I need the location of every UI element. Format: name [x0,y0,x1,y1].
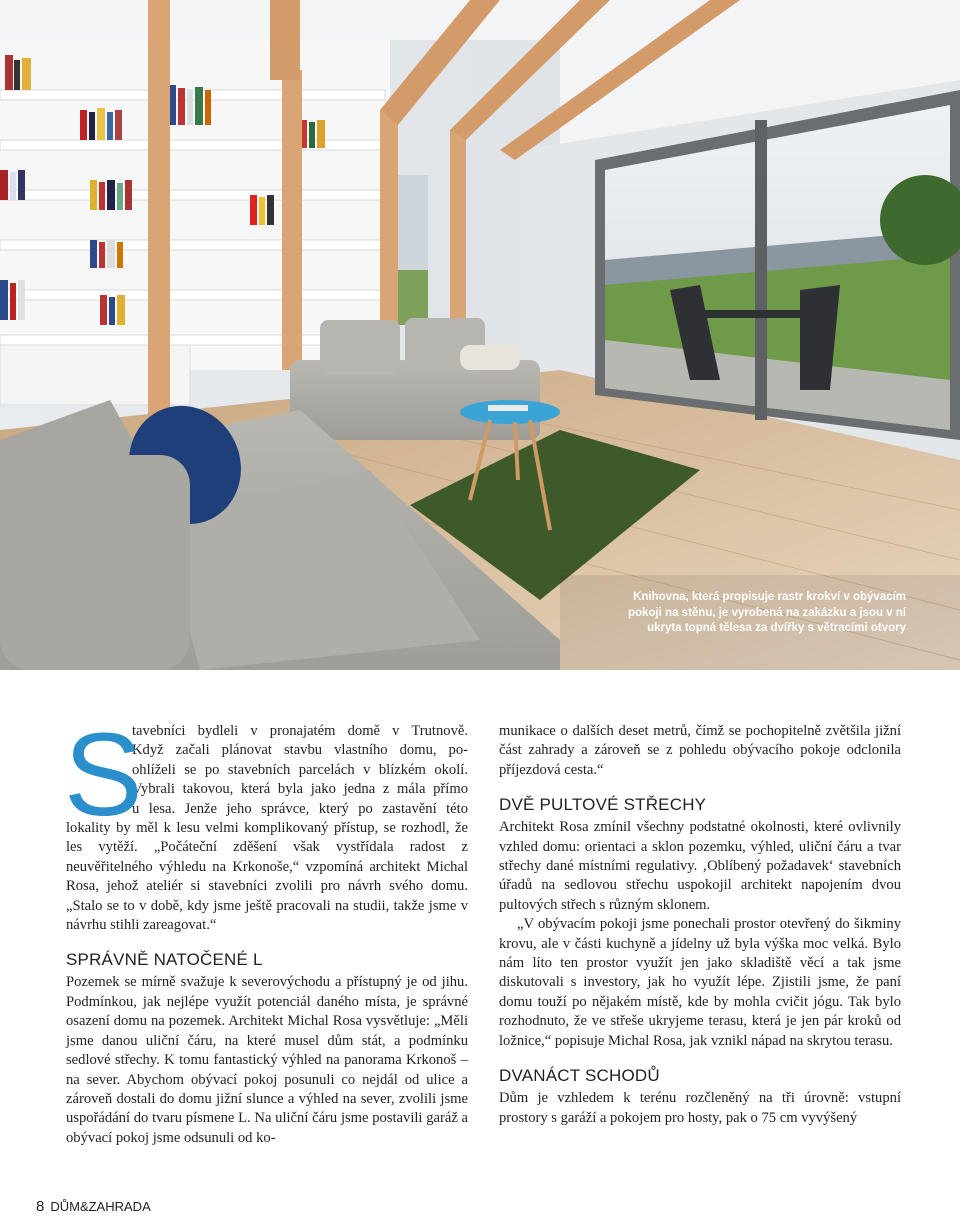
lead-paragraph [64,709,468,935]
section-heading: SPRÁVNĚ NATOČENÉ L [66,950,263,970]
page-footer [36,1198,151,1215]
lead-line: Vybrali takovou, která byla jako jedna z mála přímo [132,781,468,798]
lead-line: Když začali plánovat stavbu vlastního domu, po- [132,742,468,759]
section-paragraph: Architekt Rosa zmínil všechny podstatné okolnosti, které ovlivnily vzhled domu: orientaci a sklon pozemku, výhled, uliční čáru a tvar střechy dané místními regulativy. ‚Oblíbený požadavek‘ stavebních úřadů na sedlovou střechu uspokojil architekt napojením dvou pultových střech s různým sklonem. [499,819,901,913]
page-number: 8 [36,1198,45,1215]
section-paragraph: „V obývacím pokoji jsme ponechali prostor otevřený do šikminy krovu, ale v části kuchyně a jídelny už byla výška moc velká. Bylo nám líto ten prostor využít jen jako skladiště věcí a tak jsme diskutovali s investory, jak ho využít lépe. Zjistili jsme, že paní domu touží po nějakém místě, kde by mohla cvičit jógu. Tak bylo rozhodnuto, že ve střeše ukryjeme terasu, která je jen pár kroků od ložnice,“ popisuje Michal Rosa, jak vznikl nápad na skrytou terasu. [499,916,901,1049]
lead-line: u lesa. Jenže jeho správce, který po zastavění této [132,800,468,817]
article-column-left [64,709,468,1148]
continued-paragraph: munikace o dalších deset metrů, čímž se pochopitelně zvětšila jižní část zahrady a zároveň se z pohledu obývacího pokoje odclonila příjezdová cesta.“ [499,723,901,778]
magazine-name: DŮM&ZAHRADA [50,1199,151,1214]
section-paragraph: Dům je vzhledem k terénu rozčleněný na tři úrovně: vstupní prostory s garáží a pokojem pro hosty, pak o 75 cm vyvýšený [499,1090,901,1126]
caption-text: Knihovna, která propisuje rastr krokví v obývacím pokoji na stěnu, je vyrobená na zakázku a jsou v ní ukryta topná tělesa za dvířky s větracími otvory [628,591,906,634]
lead-line: ohlíželi se po stavebních parcelách v blízkém okolí. [132,761,468,778]
article-column-right [499,722,901,1128]
section-paragraph: Pozemek se mírně svažuje k severovýchodu a přístupný je od jihu. Podmínkou, jak nejlépe využít potenciál daného místa, je správné osazení domu na pozemek. Architekt Michal Rosa vysvětluje: „Měli jsme danou uliční čáru, na které musel dům stát, a podmínku sedlové střechy. K tomu fantastický výhled na panorama Krkonoš – na sever. Abychom obývací pokoj posunuli co nejdál od ulice a zároveň dostali do domu jižní slunce a výhled na sever, zvolili jsme uspořádání do tvaru písmene L. Na uliční čáru jsme postavili garáž a obývací pokoj jsme odsunuli od ko- [66,974,468,1146]
section-heading: DVANÁCT SCHODŮ [499,1066,660,1086]
lead-line: tavebníci bydleli v pronajatém domě v Trutnově. [132,723,468,739]
photo-caption [606,590,906,637]
lead-rest: lokality by měl k lesu velmi komplikovaný přístup, se rozhodl, že les vytěží. „Počáteční zděšení však vystřídala radost z neuvěřitelného výhledu na Krkonoše,“ vzpomíná architekt Michal Rosa, jehož ateliér si stavebníci zvolili pro návrh svého domu. „Stalo se to v době, kdy jsme ještě pracovali na studii, takže jsme v návrhu stihli zareagovat.“ [66,820,468,934]
section-heading: DVĚ PULTOVÉ STŘECHY [499,795,707,815]
drop-cap: S [64,709,143,841]
